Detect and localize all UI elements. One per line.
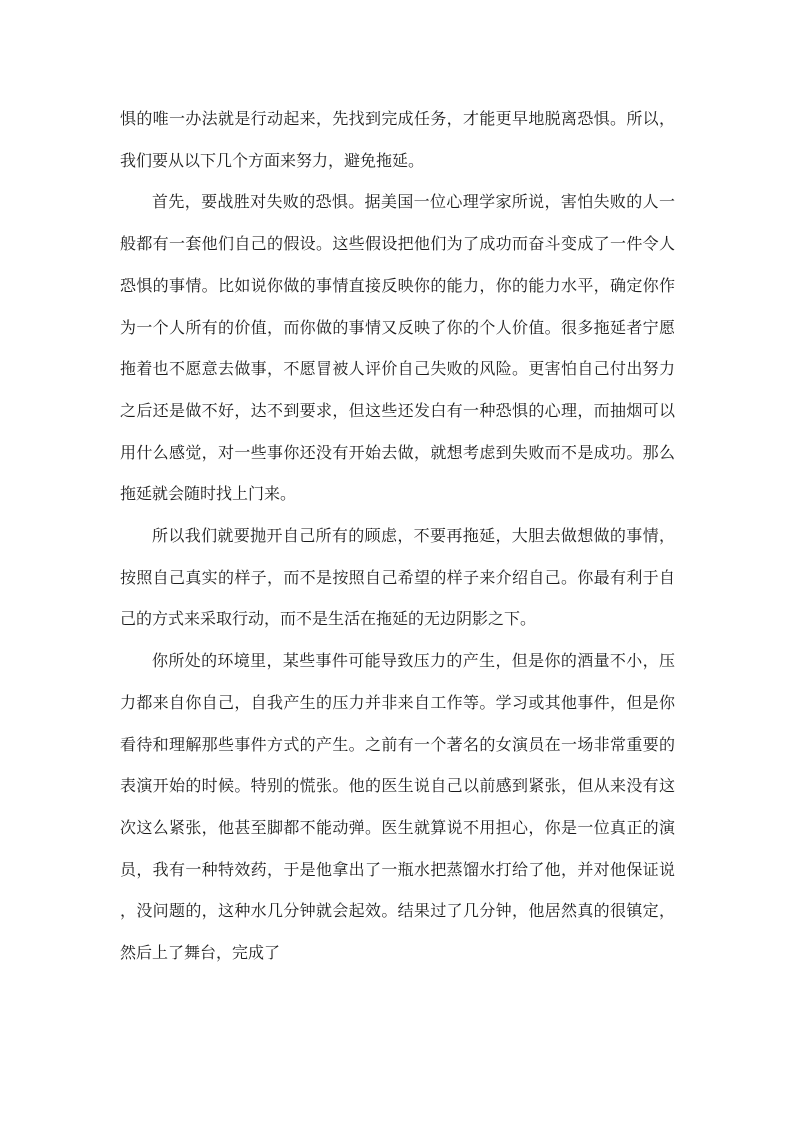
- document-body: [120, 98, 675, 974]
- paragraph-continuation: 惧的唯一办法就是行动起来，先找到完成任务，才能更早地脱离恐惧。所以，我们要从以下几个方面来努力，避免拖延。: [120, 109, 675, 170]
- paragraph-fear-of-failure: 首先，要战胜对失败的恐惧。据美国一位心理学家所说，害怕失败的人一般都有一套他们自己的假设。这些假设把他们为了成功而奋斗变成了一件令人恐惧的事情。比如说你做的事情直接反映你的能力，你的能力水平，确定你作为一个人所有的价值，而你做的事情又反映了你的个人价值。很多拖延者宁愿拖着也不愿意去做事，不愿冒被人评价自己失败的风险。更害怕自己付出努力之后还是做不好，达不到要求，但这些还发白有一种恐惧的心理，而抽烟可以用什么感觉，对一些事你还没有开始去做，就想考虑到失败而不是成功。那么拖延就会随时找上门来。: [120, 192, 675, 504]
- paragraph-pressure-story: 你所处的环境里，某些事件可能导致压力的产生，但是你的酒量不小，压力都来自你自己，自我产生的压力并非来自工作等。学习或其他事件，但是你看待和理解那些事件方式的产生。之前有一个著名的女演员在一场非常重要的表演开始的时候。特别的慌张。他的医生说自己以前感到紧张，但从来没有这次这么紧张，他甚至脚都不能动弹。医生就算说不用担心，你是一位真正的演员，我有一种特效药，于是他拿出了一瓶水把蒸馏水打给了他，并对他保证说，没问题的，这种水几分钟就会起效。结果过了几分钟，他居然真的很镇定，然后上了舞台，完成了: [120, 651, 675, 963]
- paragraph-let-go-of-worries: 所以我们就要抛开自己所有的顾虑，不要再拖延，大胆去做想做的事情，按照自己真实的样子，而不是按照自己希望的样子来介绍自己。你最有利于自己的方式来采取行动，而不是生活在拖延的无边阴影之下。: [120, 526, 675, 629]
